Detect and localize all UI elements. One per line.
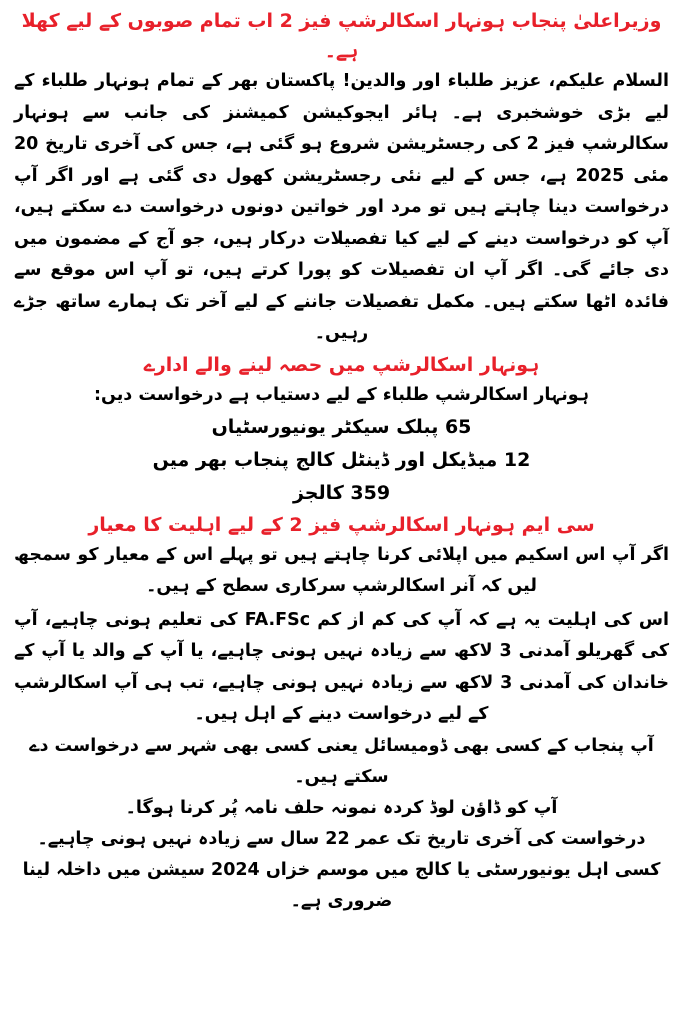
- eligibility-item: درخواست کی آخری تاریخ تک عمر 22 سال سے زیادہ نہیں ہونی چاہیے۔: [37, 828, 646, 849]
- institution-item: 359 کالجز: [292, 481, 391, 504]
- eligibility-paragraph: اس کی اہلیت یہ ہے کہ آپ کی کم از کم FA.FSc کی تعلیم ہونی چاہیے، آپ کی گھریلو آمدنی 3 لاکھ سے زیادہ نہیں ہونی چاہیے، یا آپ کے والد یا آپ کے خاندان کی آمدنی 3 لاکھ سے زیادہ نہیں ہونی چاہیے، تب ہی آپ اسکالرشپ کے لیے درخواست دینے کے اہل ہیں۔: [14, 609, 669, 724]
- institutions-intro: ہونہار اسکالرشپ طلباء کے لیے دستیاب ہے درخواست دیں:: [93, 384, 590, 405]
- eligibility-heading: سی ایم ہونہار اسکالرشپ فیز 2 کے لیے اہلیت کا معیار: [88, 513, 595, 536]
- institution-item: 12 میڈیکل اور ڈینٹل کالج پنجاب بھر میں: [152, 448, 531, 471]
- article-title: وزیراعلیٰ پنجاب ہونہار اسکالرشپ فیز 2 اب تمام صوبوں کے لیے کھلا ہے۔: [21, 10, 662, 62]
- eligibility-item: کسی اہل یونیورسٹی یا کالج میں موسم خزاں 2024 سیشن میں داخلہ لینا ضروری ہے۔: [22, 859, 661, 911]
- institutions-heading: ہونہار اسکالرشپ میں حصہ لینے والے ادارے: [143, 353, 540, 376]
- eligibility-item: آپ پنجاب کے کسی بھی ڈومیسائل یعنی کسی بھی شہر سے درخواست دے سکتے ہیں۔: [29, 735, 654, 787]
- intro-paragraph: السلام علیکم، عزیز طلباء اور والدین! پاکستان بھر کے تمام ہونہار طلباء کے لیے بڑی خوشخبری ہے۔ ہائر ایجوکیشن کمیشنز کی جانب سے ہونہار سکالرشپ فیز 2 کی رجسٹریشن شروع ہو گئی ہے، جس کی آخری تاریخ 20 مئی 2025 ہے، جس کے لیے نئی رجسٹریشن کھول دی گئی ہے اور اگر آپ درخواست دینا چاہتے ہیں تو مرد اور خواتین دونوں درخواست دے سکتے ہیں، آپ کو درخواست دینے کے لیے کیا تفصیلات درکار ہیں، جو آج کے مضمون میں دی جائے گی۔ اگر آپ ان تفصیلات کو پورا کرتے ہیں، تو آپ اس موقع سے فائدہ اٹھا سکتے ہیں۔ مکمل تفصیلات جاننے کے لیے آخر تک ہمارے ساتھ جڑے رہیں۔: [14, 71, 669, 343]
- eligibility-item: آپ کو ڈاؤن لوڈ کردہ نمونہ حلف نامہ پُر کرنا ہوگا۔: [125, 797, 558, 818]
- institution-item: 65 پبلک سیکٹر یونیورسٹیاں: [211, 415, 472, 438]
- eligibility-paragraph: اگر آپ اس اسکیم میں اپلائی کرنا چاہتے ہیں تو پہلے اس کے معیار کو سمجھ لیں کہ آنر اسکالرشپ سرکاری سطح کے ہیں۔: [14, 544, 669, 596]
